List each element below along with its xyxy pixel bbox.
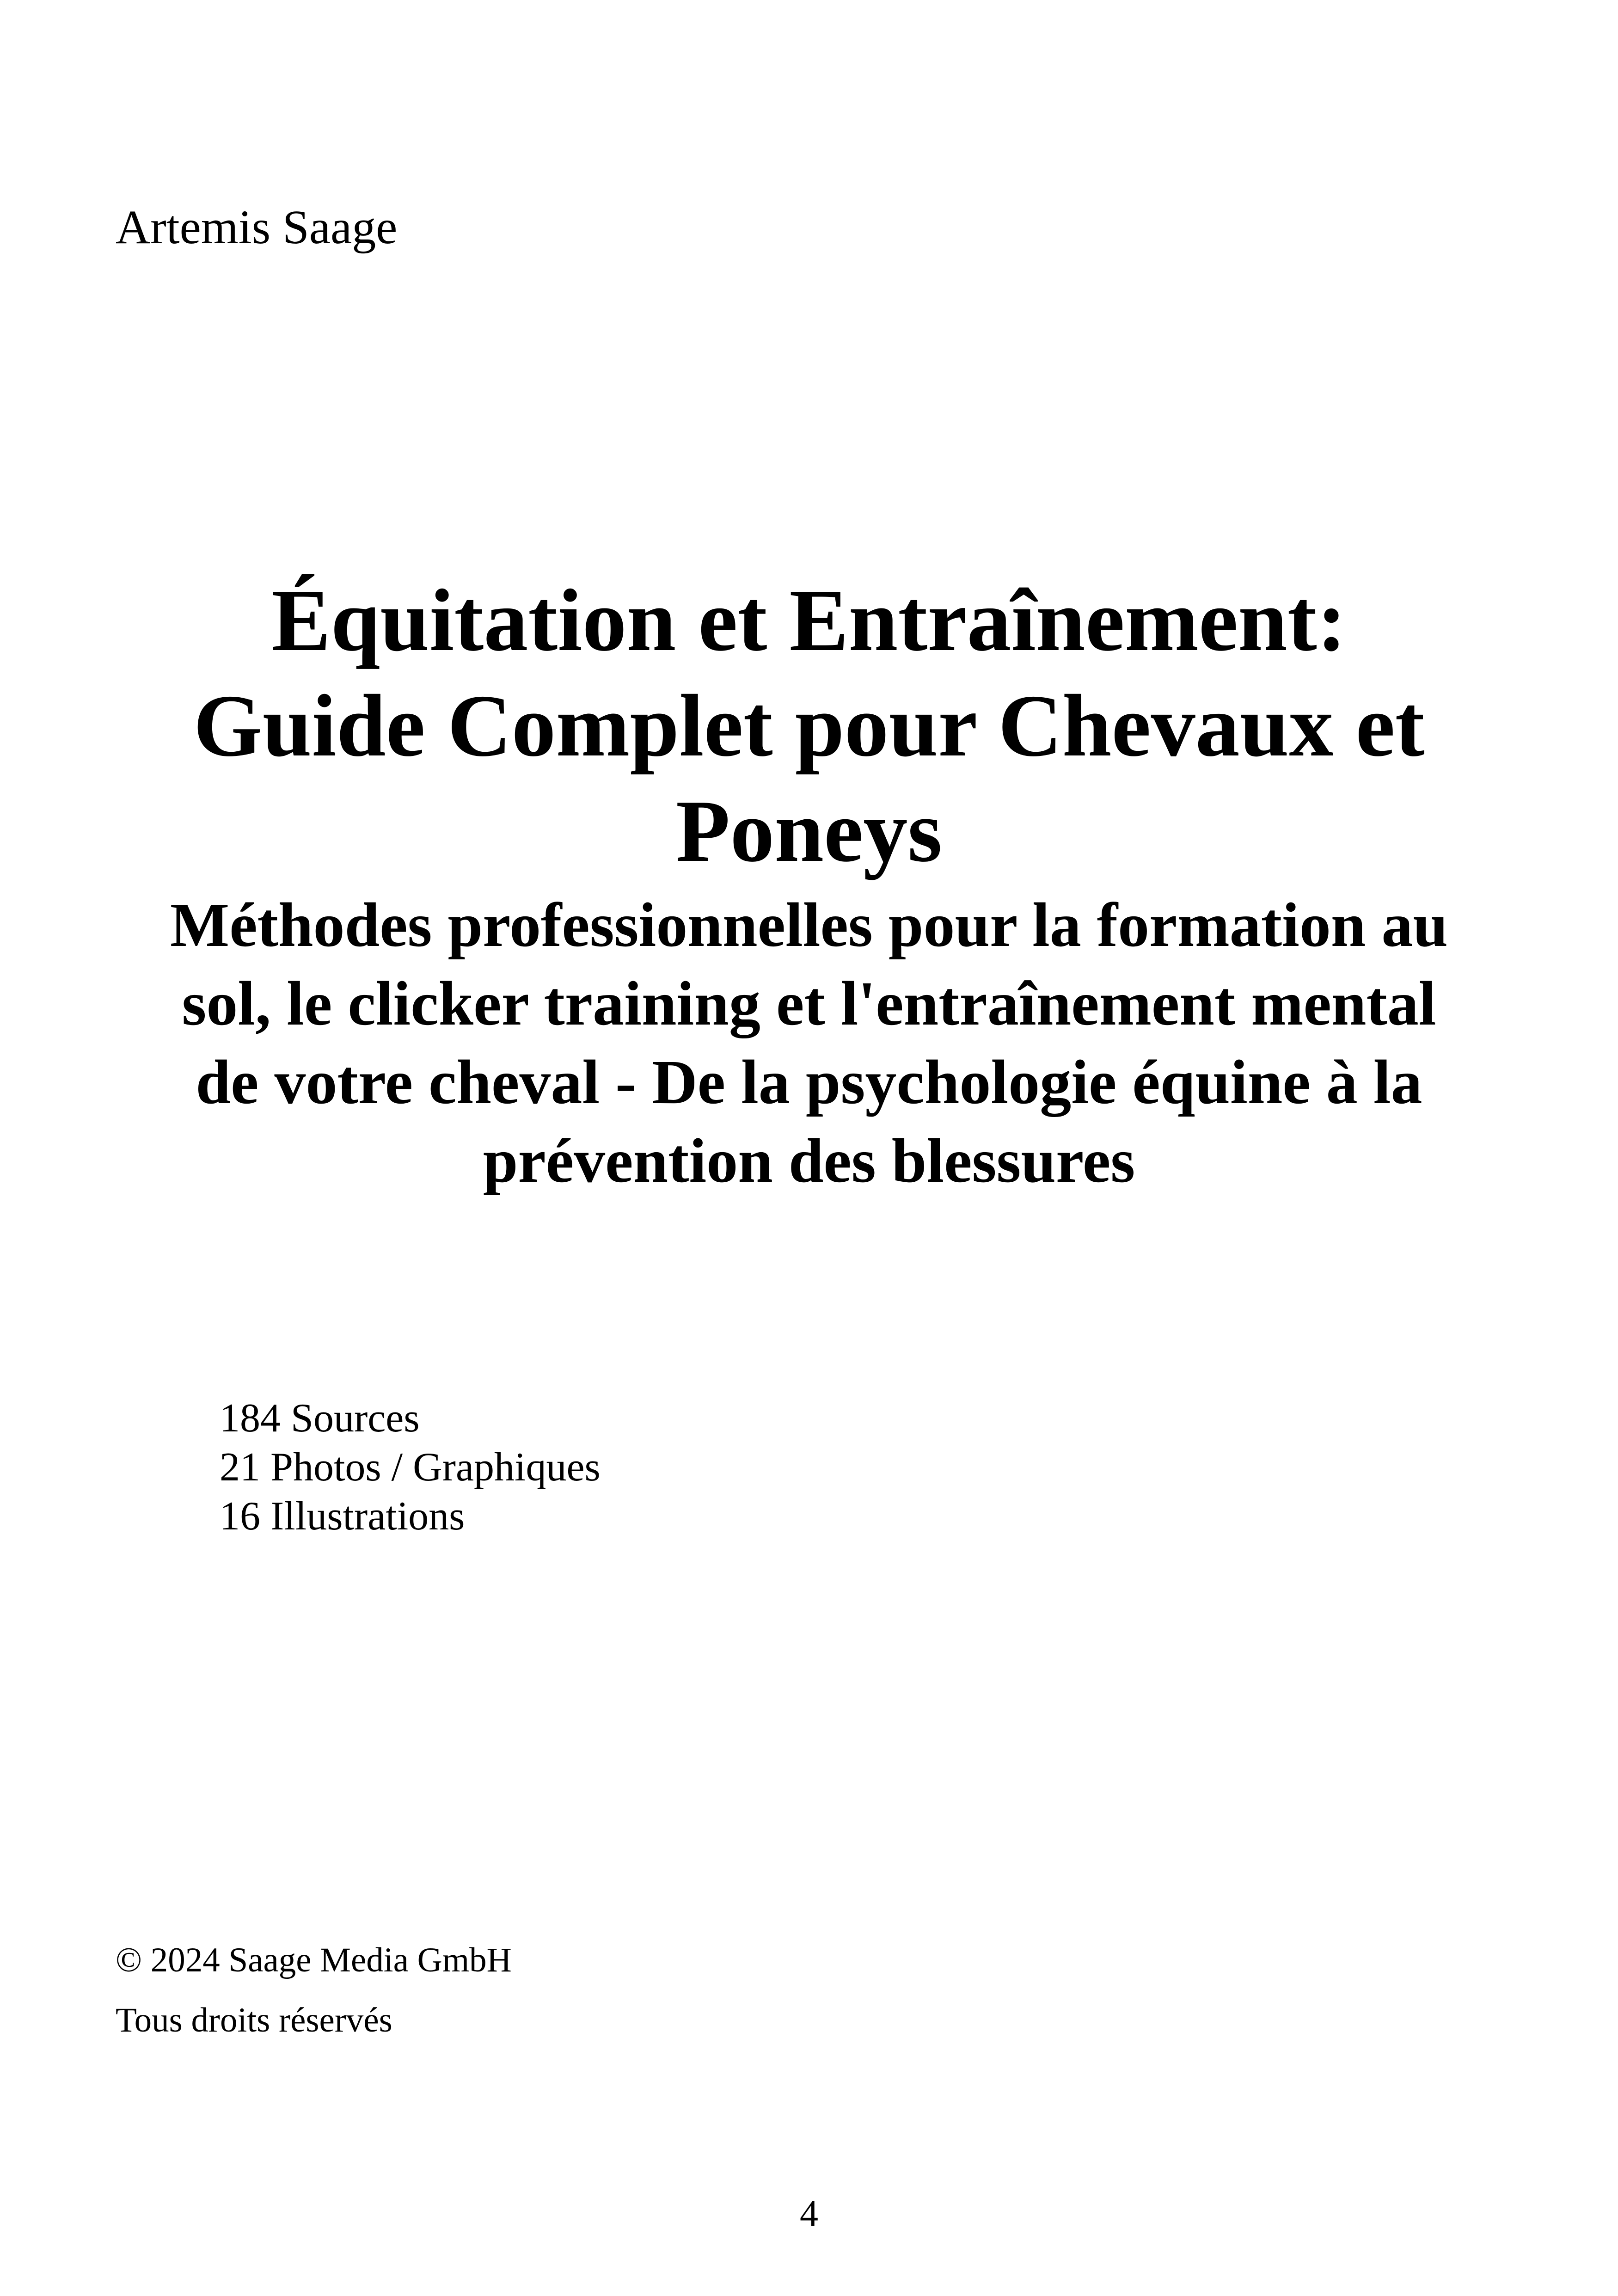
stat-illustrations: 16 Illustrations — [220, 1494, 465, 1539]
stat-sources: 184 Sources — [220, 1396, 420, 1441]
title-line-3: Poneys — [676, 782, 942, 880]
subtitle-line-2: sol, le clicker training et l'entraînement mental — [182, 969, 1436, 1038]
stat-photos-graphics: 21 Photos / Graphiques — [220, 1445, 601, 1490]
author-name: Artemis Saage — [116, 201, 398, 254]
page-number: 4 — [800, 2193, 818, 2234]
book-subtitle — [92, 886, 1526, 1200]
subtitle-line-4: prévention des blessures — [483, 1126, 1135, 1196]
book-stats — [220, 1394, 601, 1541]
title-line-2: Guide Complet pour Chevaux et — [193, 676, 1425, 775]
book-title — [92, 568, 1526, 884]
copyright-notice: © 2024 Saage Media GmbH — [116, 1941, 512, 1979]
subtitle-line-3: de votre cheval - De la psychologie équine à la — [196, 1048, 1422, 1117]
title-line-1: Équitation et Entraînement: — [271, 571, 1347, 669]
book-title-block — [92, 568, 1526, 1200]
subtitle-line-1: Méthodes professionnelles pour la formation au — [170, 890, 1448, 960]
rights-notice: Tous droits réservés — [116, 2001, 392, 2039]
